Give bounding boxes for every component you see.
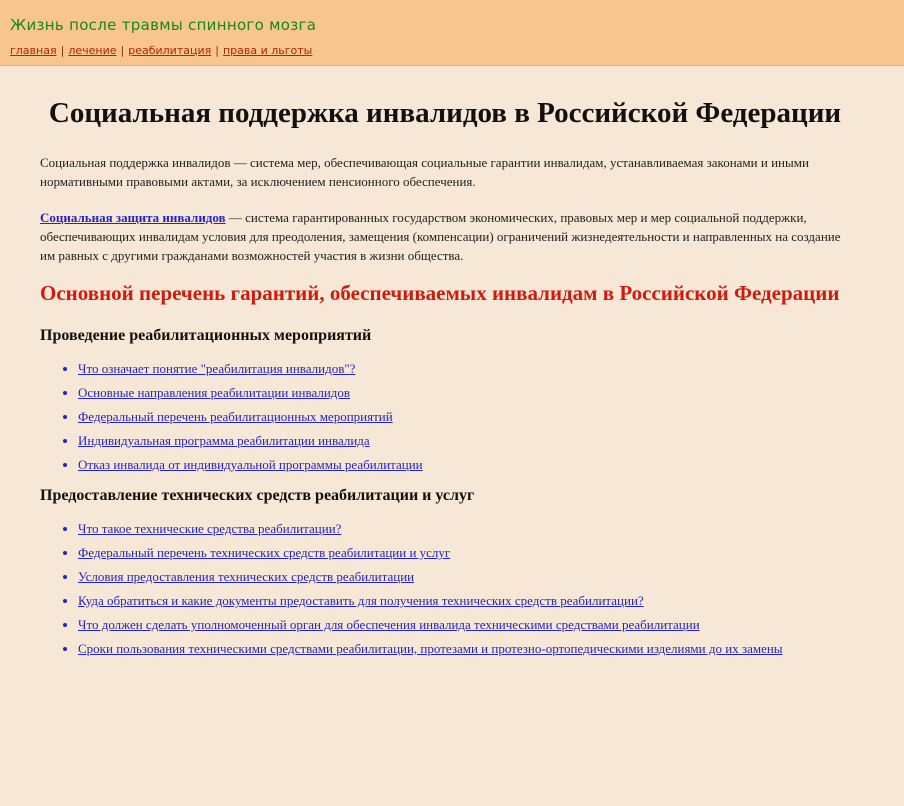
protection-paragraph [40,208,850,265]
technical-link-authority[interactable]: Что должен сделать уполномоченный орган для обеспечения инвалида техническими средствами реабилитации [78,617,700,632]
nav-link-home[interactable]: главная [10,44,57,57]
list-item [78,519,850,538]
protection-link[interactable]: Социальная защита инвалидов [40,210,226,225]
technical-link-terms[interactable]: Сроки пользования техническими средствами реабилитации, протезами и протезно-ортопедическими изделиями до их замены [78,641,783,656]
nav-link-rehabilitation[interactable]: реабилитация [128,44,212,57]
technical-link-documents[interactable]: Куда обратиться и какие документы предоставить для получения технических средств реабилитации? [78,593,644,608]
rehab-link-federal-list[interactable]: Федеральный перечень реабилитационных мероприятий [78,409,393,424]
technical-link-list [40,519,850,658]
nav-separator: | [215,44,219,57]
protection-text: — система гарантированных государством экономических, правовых мер и мер социальной поддержки, обеспечивающих инвалидам условия для преодоления, замещения (компенсации) ограничений жизнедеятельности и направленных на создание им равных с другими гражданами возможностей участия в жизни общества. [40,210,841,263]
rehab-heading: Проведение реабилитационных мероприятий [40,327,372,344]
list-item [78,431,850,450]
nav-link-rights[interactable]: права и льготы [222,44,313,57]
list-item [78,639,850,658]
intro-text: — система мер, обеспечивающая социальные гарантии инвалидам, устанавливаемая законами и иными нормативными правовыми актами, за исключением пенсионного обеспечения. [40,155,809,189]
list-item [78,383,850,402]
rehab-link-list [40,359,850,474]
technical-link-conditions[interactable]: Условия предоставления технических средств реабилитации [78,569,415,584]
list-item [78,407,850,426]
rehab-link-individual-program[interactable]: Индивидуальная программа реабилитации инвалида [78,433,370,448]
site-nav [10,44,312,57]
list-item [78,455,850,474]
site-header [0,0,904,66]
technical-link-federal-list[interactable]: Федеральный перечень технических средств реабилитации и услуг [78,545,451,560]
nav-link-treatment[interactable]: лечение [68,44,117,57]
rehab-link-refusal[interactable]: Отказ инвалида от индивидуальной программы реабилитации [78,457,423,472]
rehab-link-directions[interactable]: Основные направления реабилитации инвалидов [78,385,351,400]
list-item [78,615,850,634]
list-item [78,567,850,586]
main-content [40,66,850,663]
nav-separator: | [60,44,65,57]
list-item [78,543,850,562]
intro-paragraph [40,153,850,191]
list-item [78,359,850,378]
nav-separator: | [120,44,125,57]
section-heading: Основной перечень гарантий, обеспечиваемых инвалидам в Российской Федерации [40,281,840,305]
page-title: Социальная поддержка инвалидов в Российской Федерации [48,97,842,129]
technical-link-what-is[interactable]: Что такое технические средства реабилитации? [78,521,342,536]
intro-term: Социальная поддержка инвалидов [40,155,231,170]
site-title[interactable]: Жизнь после травмы спинного мозга [10,16,317,34]
list-item [78,591,850,610]
rehab-link-definition[interactable]: Что означает понятие "реабилитация инвалидов"? [78,361,356,376]
technical-heading: Предоставление технических средств реабилитации и услуг [40,487,475,504]
